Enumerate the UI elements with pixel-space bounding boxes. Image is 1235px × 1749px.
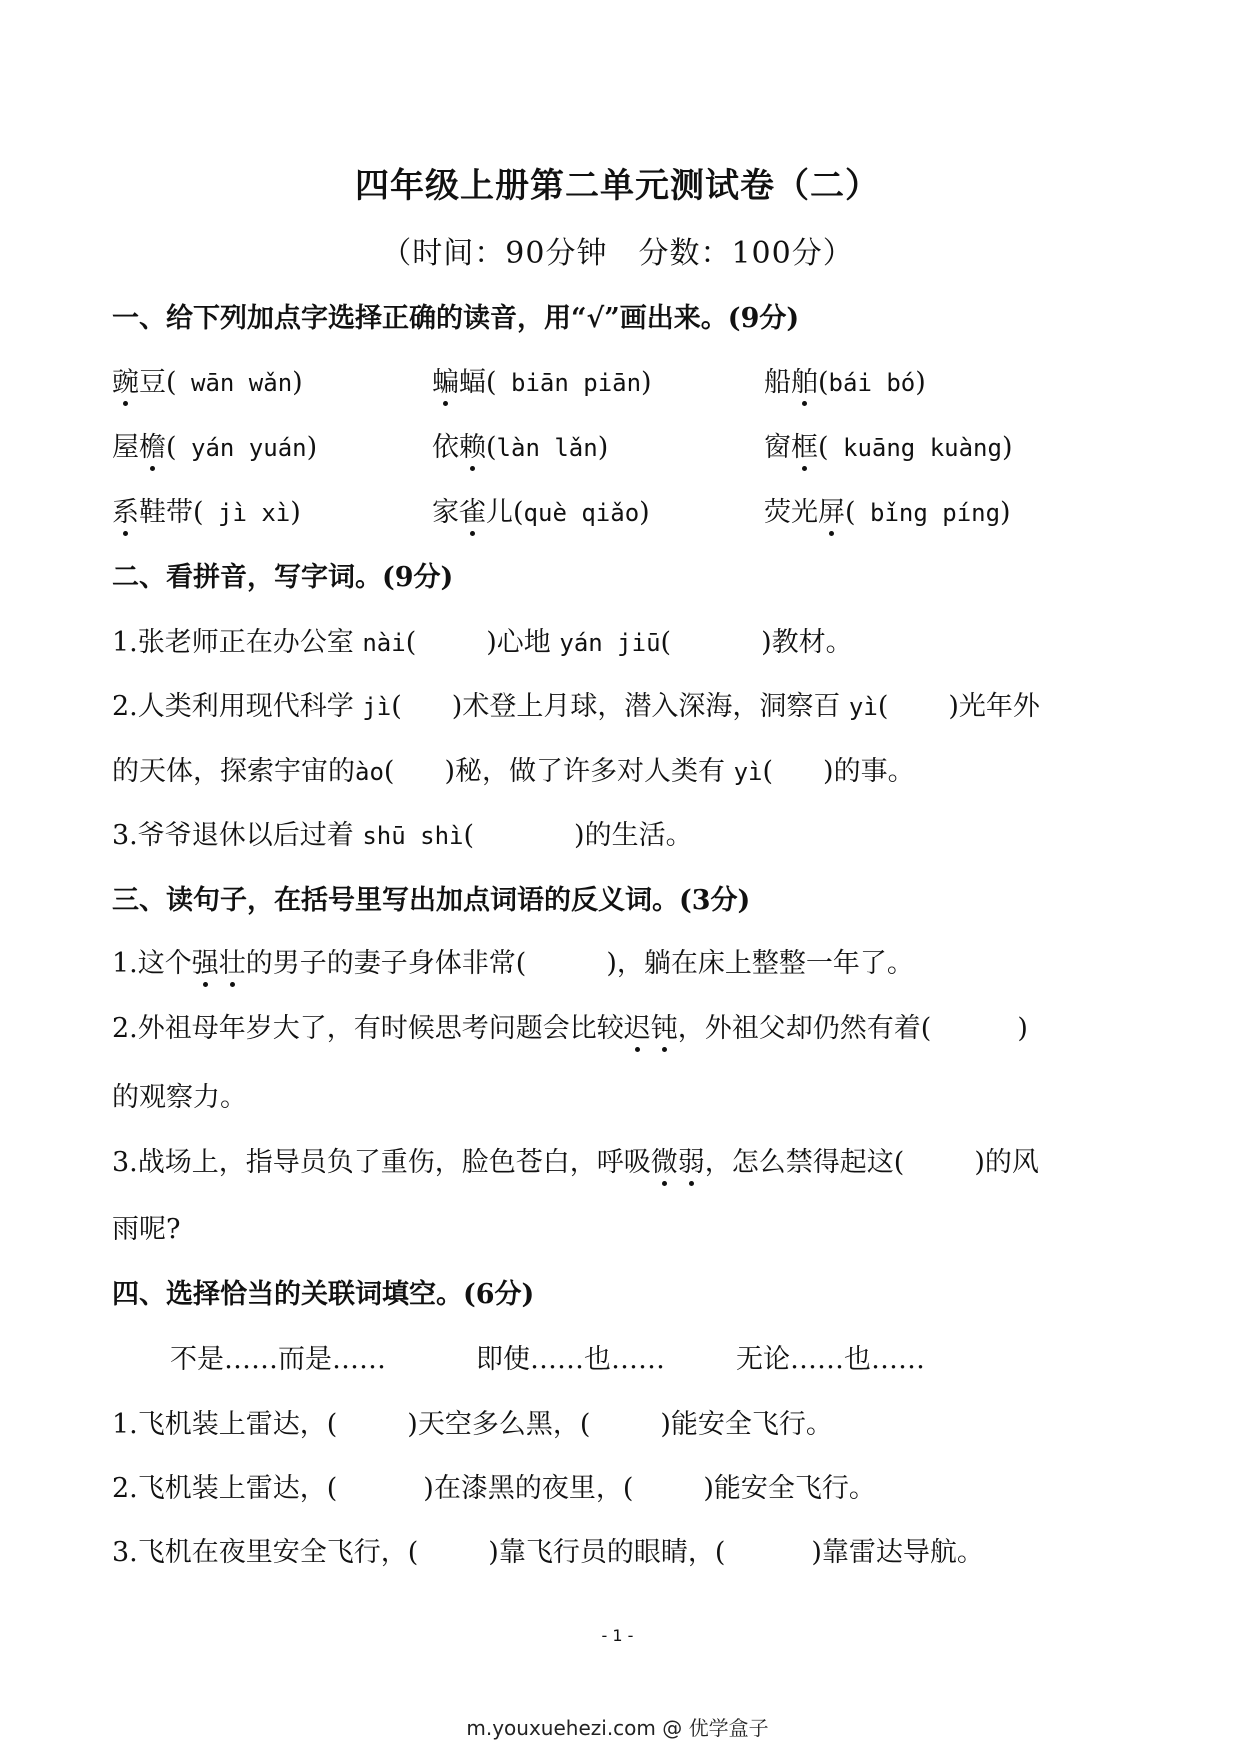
q-text: ( (660, 627, 672, 658)
pinyin-options[interactable]: wān wǎn (176, 369, 293, 397)
pronunciation-item (764, 490, 1011, 529)
q-text: )的事。 (823, 756, 915, 787)
pinyin-options[interactable]: bǐng píng (855, 499, 1001, 527)
section2-q2a (112, 684, 1040, 723)
pinyin: yán jiū (559, 629, 661, 657)
item-text: 船 (764, 367, 791, 398)
section2-q1 (112, 620, 853, 659)
q-text: ，怎么禁得起这( (704, 1147, 905, 1178)
q-text: )能安全飞行。 (660, 1409, 833, 1440)
item-text: ) (1001, 432, 1013, 463)
q-text: 2.人类利用现代科学 (112, 691, 363, 722)
q-text: )的风 (974, 1147, 1039, 1178)
item-text: ) (639, 497, 650, 528)
pinyin: yì (733, 758, 763, 786)
pinyin: ào (355, 758, 384, 786)
q-text: ，外祖父却仍然有着( (677, 1013, 932, 1044)
q-text: 2.外祖母年岁大了，有时候思考问题会比较 (112, 1013, 624, 1044)
page-title: 四年级上册第二单元测试卷（二） (355, 166, 880, 206)
item-text: ) (1000, 497, 1011, 528)
section4-heading: 四、选择恰当的关联词填空。(6分) (112, 1279, 535, 1310)
item-text: 蝠( (459, 367, 497, 398)
pronunciation-item (432, 490, 650, 529)
q-text: )能安全飞行。 (703, 1473, 876, 1504)
pinyin: yì (848, 693, 878, 721)
section3-heading: 三、读句子，在括号里写出加点词语的反义词。(3分) (112, 885, 751, 916)
conjunction-option: 即使……也…… (476, 1344, 665, 1375)
pinyin-options[interactable]: bái bó (828, 369, 916, 397)
item-text: 家 (432, 497, 459, 528)
pinyin: shū shì (362, 822, 464, 850)
q-text: )的生活。 (574, 820, 693, 851)
q-text: )教材。 (761, 627, 853, 658)
q-text: 的男子的妻子身体非常( (245, 948, 527, 979)
pinyin-options[interactable]: biān piān (496, 369, 642, 397)
dotted-char: 蝙 (432, 360, 459, 399)
section3-q2b: 的观察力。 (112, 1082, 247, 1113)
q-text: )靠雷达导航。 (811, 1537, 984, 1568)
dotted-char: 微 (651, 1140, 678, 1179)
pinyin: nài (362, 629, 406, 657)
q-text: )在漆黑的夜里，( (423, 1473, 634, 1504)
section4-q1 (112, 1402, 833, 1441)
q-text: ( (383, 756, 395, 787)
pinyin: jì (362, 693, 392, 721)
section2-q2b (112, 749, 915, 788)
pronunciation-item (432, 425, 608, 464)
pinyin-options[interactable]: làn lǎn (496, 434, 598, 462)
item-text: 鞋带( (139, 497, 204, 528)
dotted-char: 迟 (624, 1006, 651, 1045)
q-text: )，躺在床上整整一年了。 (606, 948, 914, 979)
q-text: )心地 (486, 627, 560, 658)
dotted-char: 舶 (791, 360, 818, 399)
pronunciation-item (764, 360, 926, 399)
site-watermark: m.youxuehezi.com @ 优学盒子 (466, 1716, 769, 1740)
q-text: )光年外 (948, 691, 1040, 722)
dotted-char: 钝 (651, 1006, 678, 1045)
item-text: 豆( (139, 367, 177, 398)
pronunciation-item (112, 425, 317, 464)
q-text: 的天体，探索宇宙的 (112, 756, 355, 787)
conjunction-option: 无论……也…… (736, 1344, 925, 1375)
pinyin-options[interactable]: kuāng kuàng (828, 434, 1002, 462)
page-subtitle: （时间：90分钟 分数：100分） (381, 236, 854, 271)
q-text: 3.爷爷退休以后过着 (112, 820, 363, 851)
q-text: 3.战场上，指导员负了重伤，脸色苍白，呼吸 (112, 1147, 651, 1178)
pinyin-options[interactable]: jì xì (203, 499, 291, 527)
dotted-word (624, 1013, 678, 1044)
dotted-char: 赖 (459, 425, 486, 464)
section3-q1 (112, 941, 914, 980)
q-text: ) (1017, 1013, 1028, 1044)
conjunction-option: 不是……而是…… (170, 1344, 386, 1375)
item-text: ) (597, 432, 609, 463)
section4-q2 (112, 1466, 876, 1505)
dotted-char: 雀 (459, 490, 486, 529)
dotted-char: 强 (192, 941, 219, 980)
section3-q3a (112, 1140, 1039, 1179)
q-text: 1.飞机装上雷达，( (112, 1409, 338, 1440)
pronunciation-item (112, 490, 301, 529)
item-text: ( (845, 497, 856, 528)
q-text: )秘，做了许多对人类有 (444, 756, 734, 787)
item-text: 儿( (486, 497, 524, 528)
item-text: ( (818, 432, 829, 463)
dotted-char: 檐 (139, 425, 166, 464)
q-text: 2.飞机装上雷达，( (112, 1473, 338, 1504)
section3-q2a (112, 1006, 1028, 1045)
q-text: 3.飞机在夜里安全飞行，( (112, 1537, 419, 1568)
q-text: )术登上月球，潜入深海，洞察百 (451, 691, 849, 722)
q-text: ( (405, 627, 417, 658)
q-text: ( (463, 820, 475, 851)
q-text: )靠飞行员的眼睛，( (488, 1537, 726, 1568)
item-text: ( (818, 367, 829, 398)
q-text: )天空多么黑，( (407, 1409, 591, 1440)
item-text: 依 (432, 432, 459, 463)
item-text: ) (641, 367, 652, 398)
pinyin-options[interactable]: yán yuán (176, 434, 307, 462)
item-text: 窗 (764, 432, 791, 463)
dotted-char: 弱 (678, 1140, 705, 1179)
section3-q3b: 雨呢? (112, 1214, 181, 1245)
dotted-char: 屏 (818, 490, 845, 529)
pinyin-options[interactable]: què qiǎo (523, 499, 640, 527)
item-text: 屋 (112, 432, 139, 463)
dotted-word (192, 948, 246, 979)
q-text: 1.张老师正在办公室 (112, 627, 363, 658)
pronunciation-item (432, 360, 652, 399)
dotted-char: 系 (112, 490, 139, 529)
pronunciation-item (764, 425, 1012, 464)
q-text: ( (762, 756, 774, 787)
q-text: ( (877, 691, 889, 722)
item-text: ) (290, 497, 301, 528)
section4-q3 (112, 1530, 984, 1569)
item-text: ( (486, 432, 497, 463)
item-text: 荧光 (764, 497, 818, 528)
section2-q3 (112, 813, 693, 852)
section1-heading: 一、给下列加点字选择正确的读音，用“√”画出来。(9分) (112, 303, 800, 334)
item-text: ) (292, 367, 303, 398)
item-text: ( (166, 432, 177, 463)
dotted-char: 壮 (219, 941, 246, 980)
section2-heading: 二、看拼音，写字词。(9分) (112, 562, 454, 593)
item-text: ) (306, 432, 318, 463)
dotted-word (651, 1147, 705, 1178)
page-number: - 1 - (601, 1626, 634, 1645)
dotted-char: 框 (791, 425, 818, 464)
q-text: ( (391, 691, 402, 722)
q-text: 1.这个 (112, 948, 192, 979)
pronunciation-item (112, 360, 303, 399)
dotted-char: 豌 (112, 360, 139, 399)
item-text: ) (915, 367, 926, 398)
